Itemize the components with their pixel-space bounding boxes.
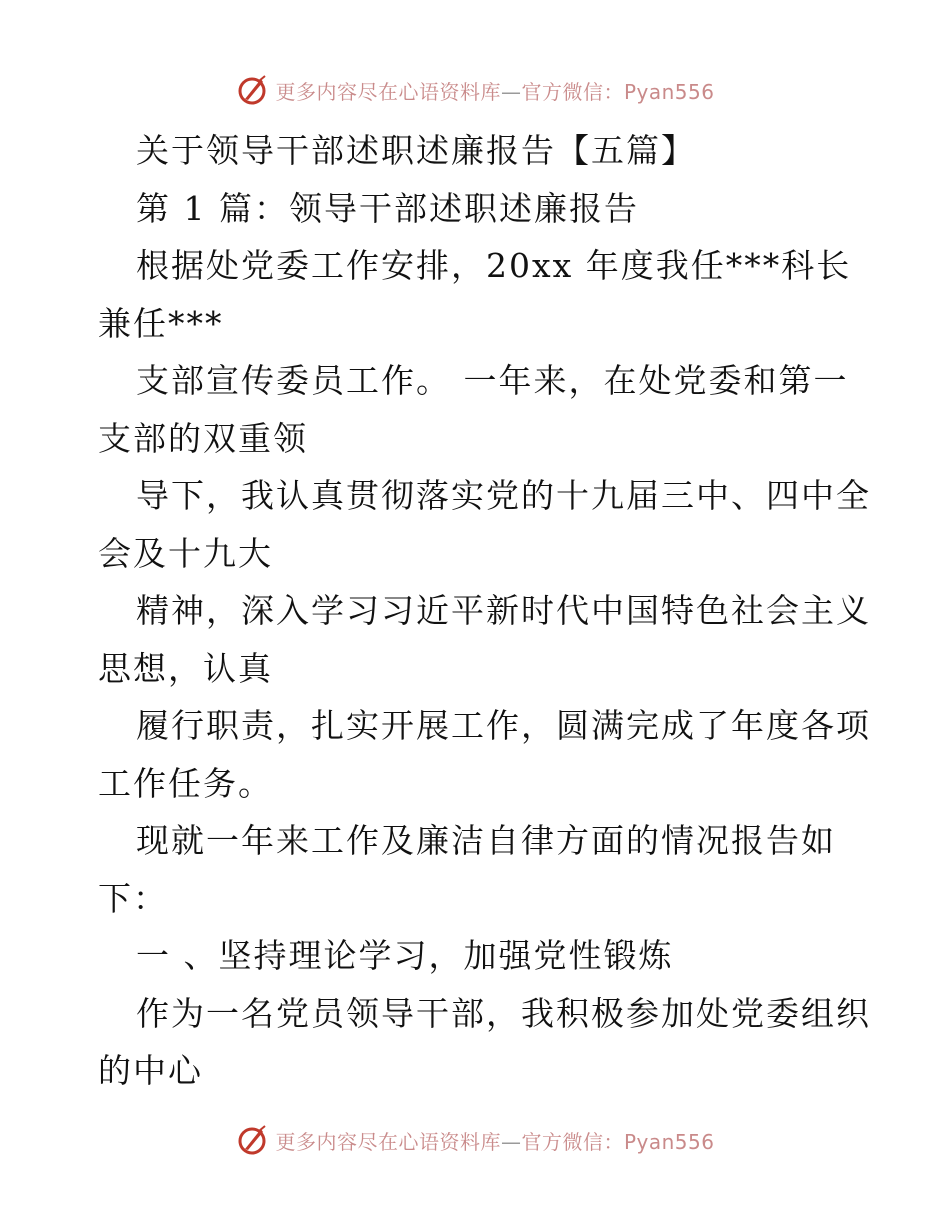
paragraph-line: 支部的双重领 — [98, 418, 308, 458]
paragraph-line: 的中心 — [98, 1051, 203, 1090]
quill-logo-icon — [235, 73, 269, 107]
document-body — [98, 122, 871, 1100]
paragraph-line: 兼任*** — [98, 303, 224, 343]
paragraph-line: 思想，认真 — [98, 648, 273, 688]
paragraph-line: 精神，深入学习习近平新时代中国特色社会主义 — [136, 591, 871, 630]
paragraph-line: 现就一年来工作及廉洁自律方面的情况报告如 — [136, 821, 836, 860]
paragraph-line: 履行职责，扎实开展工作，圆满完成了年度各项 — [136, 706, 871, 745]
paragraph-line: 会及十九大 — [98, 533, 273, 573]
quill-logo-icon — [235, 1123, 269, 1157]
paragraph-line: 工作任务。 — [98, 763, 273, 803]
footer-watermark — [0, 1120, 950, 1160]
subsection-heading: 一 、坚持理论学习，加强党性锻炼 — [136, 936, 674, 975]
paragraph-line: 下： — [98, 878, 168, 918]
watermark-text: 更多内容尽在心语资料库—官方微信：Pyan556 — [275, 1129, 715, 1154]
paragraph-line: 导下，我认真贯彻落实党的十九届三中、四中全 — [136, 476, 871, 515]
document-title: 关于领导干部述职述廉报告【五篇】 — [136, 131, 696, 170]
paragraph-line: 支部宣传委员工作。 一年来，在处党委和第一 — [136, 361, 849, 400]
watermark-text: 更多内容尽在心语资料库—官方微信：Pyan556 — [275, 79, 715, 104]
paragraph-line: 根据处党委工作安排，20xx 年度我任***科长 — [136, 246, 852, 285]
paragraph-line: 作为一名党员领导干部，我积极参加处党委组织 — [136, 993, 871, 1033]
header-watermark — [0, 70, 950, 110]
section-heading: 第 1 篇：领导干部述职述廉报告 — [136, 188, 639, 228]
